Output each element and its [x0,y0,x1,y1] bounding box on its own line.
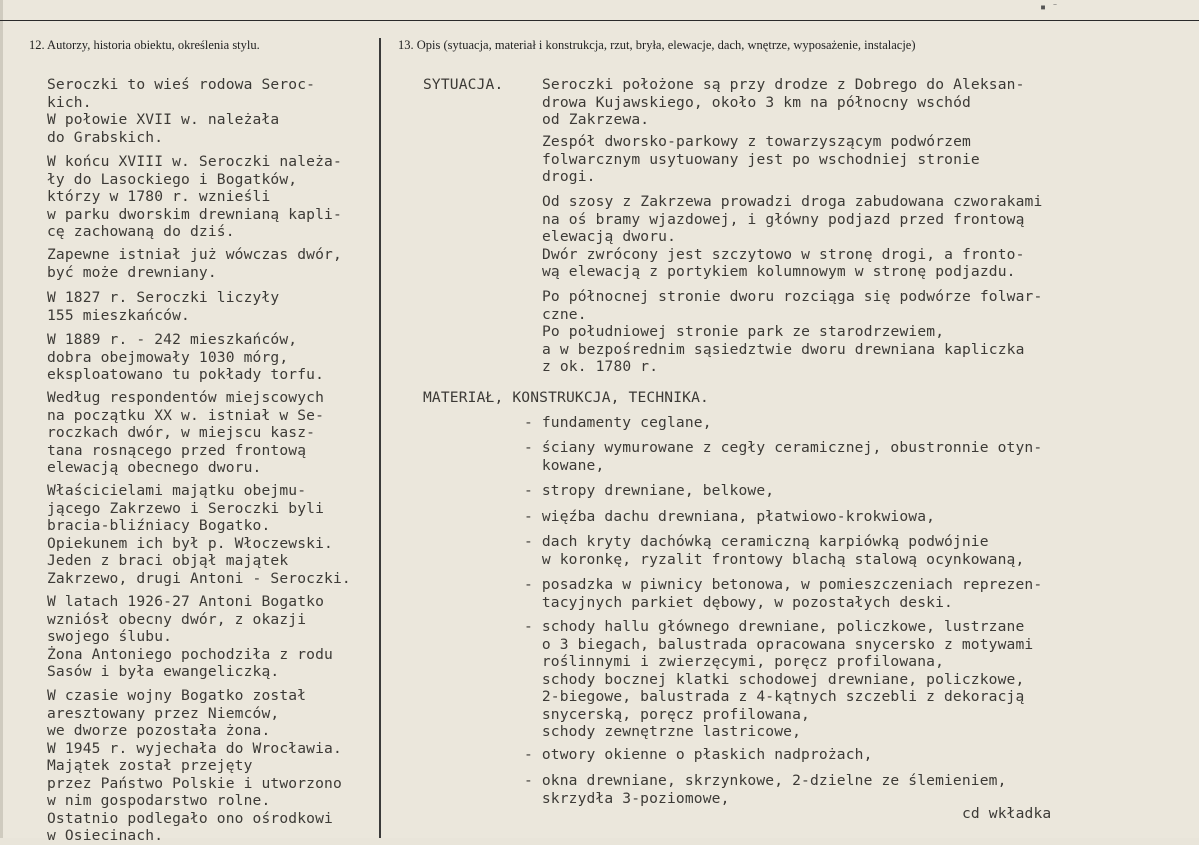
history-text-line: na początku XX w. istniał w Se- [47,406,325,424]
history-text-line: kich. [47,93,92,111]
situation-text-line: Zespół dworsko-parkowy z towarzyszącym podwórzem [542,133,971,150]
history-text-line: przez Państwo Polskie i utworzono [47,774,342,792]
situation-text-line: Dwór zwrócony jest szczytowo w stronę drogi, a fronto- [542,245,1025,263]
situation-text-line: Od szosy z Zakrzewa prowadzi droga zabudowana czworakami [542,193,1043,210]
column-divider [379,38,381,838]
history-text-line: jącego Zakrzewo i Seroczki byli [47,499,325,517]
history-text-line: W 1945 r. wyjechała do Wrocławia. [47,739,342,757]
material-item-line: o 3 biegach, balustrada opracowana snycersko z motywami [524,635,1034,653]
material-item-line: - dach kryty dachówką ceramiczną karpiówką podwójnie [524,533,989,550]
history-text-line: roczkach dwór, w miejscu kasz- [47,424,316,441]
history-text-line: W 1889 r. - 242 mieszkańców, [47,331,298,348]
situation-text-line: z ok. 1780 r. [542,358,659,375]
history-text-line: W latach 1926-27 Antoni Bogatko [47,593,325,610]
sytuacja-label: SYTUACJA. [423,76,504,93]
history-text-line: być może drewniany. [47,263,217,281]
material-item-line: tacyjnych parkiet dębowy, w pozostałych deski. [524,593,953,611]
situation-text-line: od Zakrzewa. [542,111,650,128]
history-text-line: swojego ślubu. [47,628,173,645]
history-text-line: dobra obejmowały 1030 mórg, [47,348,289,366]
situation-text-line: wą elewacją z portykiem kolumnowym w stronę podjazdu. [542,263,1016,280]
situation-text-line: drowa Kujawskiego, około 3 km na północny wschód [542,93,971,111]
situation-text-line: elewacją dworu. [542,228,677,245]
situation-text-line: a w bezpośrednim sąsiedztwie dworu drewniana kapliczka [542,340,1025,358]
material-item-line: skrzydła 3-poziomowe, [524,789,730,807]
situation-text-line: folwarcznym usytuowany jest po wschodniej stronie [542,150,980,168]
history-text-line: Sasów i była ewangeliczką. [47,663,280,680]
history-text-line: 155 mieszkańców. [47,306,190,324]
material-item-line: kowane, [524,456,605,474]
material-item-line: - fundamenty ceglane, [524,414,712,431]
material-item-line: w koronkę, ryzalit frontowy blachą stalową ocynkowaną, [524,550,1025,568]
history-text-line: Żona Antoniego pochodziła z rodu [47,645,333,663]
section-12-header: 12. Autorzy, historia obiektu, określenia stylu. [29,38,260,52]
situation-text-line: Po południowej stronie park ze starodrzewiem, [542,323,945,340]
history-text-line: Zapewne istniał już wówczas dwór, [47,246,342,263]
history-text-line: bracia-bliźniacy Bogatko. [47,517,271,534]
continuation-note: cd wkładka [962,805,1052,822]
top-rule [0,20,1199,21]
material-item-line: snycerską, poręcz profilowana, [524,705,810,723]
history-text-line: we dworze pozostała żona. [47,722,271,739]
corner-marks: ▪ ⁻ [1040,2,1059,13]
history-text-line: ły do Lasockiego i Bogatków, [47,170,298,188]
material-item-line: schody bocznej klatki schodowej drewniane, policzkowe, [524,670,1025,688]
history-text-line: W połowie XVII w. należała [47,111,280,128]
situation-text-line: czne. [542,305,587,323]
sheet-edge [0,0,3,838]
situation-text-line: drogi. [542,168,596,185]
history-text-line: elewacją obecnego dworu. [47,459,262,476]
history-text-line: Właścicielami majątku obejmu- [47,482,307,499]
history-text-line: tana rosnącego przed frontową [47,441,307,459]
history-text-line: Majątek został przejęty [47,757,253,774]
history-text-line: w nim gospodarstwo rolne. [47,792,271,809]
history-text-line: którzy w 1780 r. wznieśli [47,188,271,205]
material-item-line: roślinnymi i zwierzęcymi, poręcz profilowana, [524,653,945,670]
material-item-line: - stropy drewniane, belkowe, [524,482,775,499]
history-text-line: Ostatnio podlegało ono ośrodkowi [47,809,333,827]
material-item-line: schody zewnętrzne lastricowe, [524,723,802,740]
material-item-line: - ściany wymurowane z cegły ceramicznej, obustronnie otyn- [524,439,1043,456]
history-text-line: W czasie wojny Bogatko został [47,687,307,704]
material-item-line: - okna drewniane, skrzynkowe, 2-dzielne ze ślemieniem, [524,772,1007,789]
history-text-line: eksploatowano tu pokłady torfu. [47,366,325,383]
history-text-line: Seroczki to wieś rodowa Seroc- [47,76,316,93]
history-text-line: w Osiecinach. [47,827,164,844]
history-text-line: aresztowany przez Niemców, [47,704,280,722]
material-item-line: - więźba dachu drewniana, płatwiowo-krokwiowa, [524,508,936,525]
situation-text-line: Po północnej stronie dworu rozciąga się podwórze folwar- [542,288,1043,305]
history-text-line: Według respondentów miejscowych [47,389,325,406]
material-heading: MATERIAŁ, KONSTRUKCJA, TECHNIKA. [423,389,709,406]
situation-text-line: na oś bramy wjazdowej, i główny podjazd przed frontową [542,210,1025,228]
history-text-line: Jeden z braci objął majątek [47,552,289,569]
history-text-line: cę zachowaną do dziś. [47,223,235,240]
history-text-line: wzniósł obecny dwór, z okazji [47,610,307,628]
history-text-line: W końcu XVIII w. Seroczki należa- [47,153,342,170]
history-text-line: do Grabskich. [47,128,164,146]
history-text-line: Zakrzewo, drugi Antoni - Seroczki. [47,569,351,587]
section-13-header: 13. Opis (sytuacja, materiał i konstrukcja, rzut, bryła, elewacje, dach, wnętrze, wyposażenie, instalacje) [398,38,916,52]
history-text-line: Opiekunem ich był p. Włoczewski. [47,534,333,552]
material-item-line: - posadzka w piwnicy betonowa, w pomieszczeniach reprezen- [524,576,1043,593]
history-text-line: w parku dworskim drewnianą kapli- [47,205,342,223]
material-item-line: - otwory okienne o płaskich nadprożach, [524,746,873,763]
situation-text-line: Seroczki położone są przy drodze z Dobrego do Aleksan- [542,76,1025,93]
history-text-line: W 1827 r. Seroczki liczyły [47,289,280,306]
material-item-line: 2-biegowe, balustrada z 4-kątnych szczebli z dekoracją [524,688,1025,705]
material-item-line: - schody hallu głównego drewniane, policzkowe, lustrzane [524,618,1025,635]
